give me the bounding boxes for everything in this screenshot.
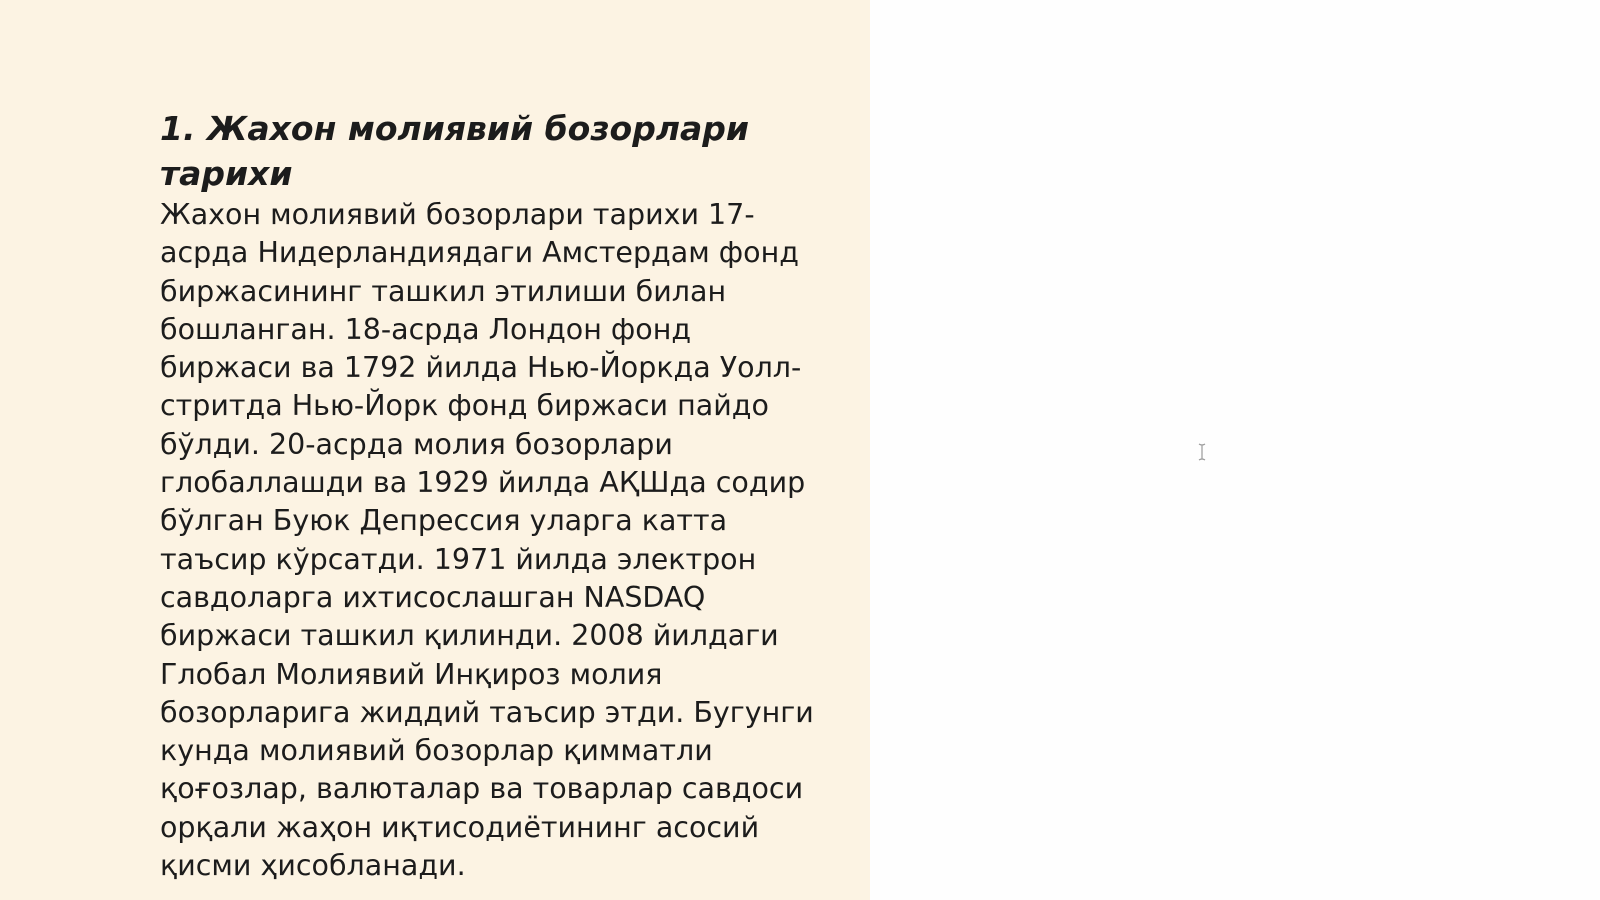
image-panel — [870, 0, 1600, 900]
slide-title: 1. Жахон молиявий бозорлари тарихи — [160, 109, 750, 193]
text-cursor-icon — [1197, 442, 1207, 462]
slide-body-text: Жахон молиявий бозорлари тарихи 17-асрда Нидерландиядаги Амстердам фонд биржасининг ташкил этилиши билан бошланган. 18-асрда Лондон фонд биржаси ва 1792 йилда Нью-Йоркда Уолл-стритда Нью-Йорк фонд биржаси пайдо бўлди. 20-асрда молия бозорлари глобаллашди ва 1929 йилда АҚШда содир бўлган Буюк Депрессия уларга катта таъсир кўрсатди. 1971 йилда электрон савдоларга ихтисослашган NASDAQ биржаси ташкил қилинди. 2008 йилдаги Глобал Молиявий Инқироз молия бозорларига жиддий таъсир этди. Бугунги кунда молиявий бозорлар қимматли қоғозлар, валюталар ва товарлар савдоси орқали жаҳон иқтисодиётининг асосий қисми ҳисобланади. — [160, 198, 814, 883]
